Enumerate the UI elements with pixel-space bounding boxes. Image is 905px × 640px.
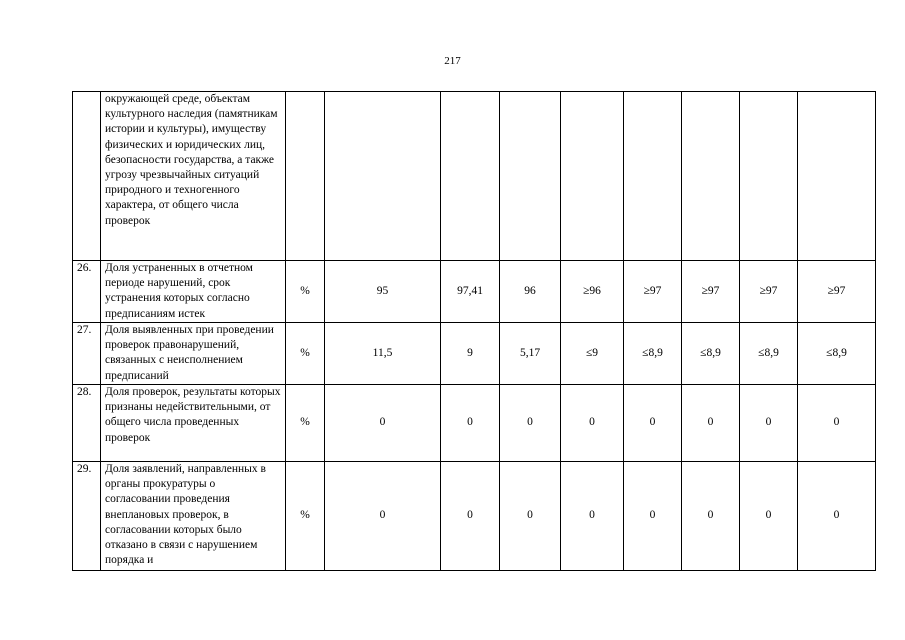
value-cell: ≤9 xyxy=(561,323,624,385)
table-row xyxy=(73,462,876,571)
value-cell xyxy=(500,92,561,261)
value-cell: 0 xyxy=(624,385,682,462)
value-cell: 0 xyxy=(325,462,441,571)
value-cell xyxy=(740,92,798,261)
value-cell: 0 xyxy=(561,462,624,571)
value-cell: ≤8,9 xyxy=(624,323,682,385)
unit-cell xyxy=(286,92,325,261)
row-number xyxy=(73,92,101,261)
value-cell: 0 xyxy=(682,462,740,571)
value-cell xyxy=(624,92,682,261)
value-cell: 0 xyxy=(441,462,500,571)
value-cell: 96 xyxy=(500,261,561,323)
value-cell xyxy=(682,92,740,261)
indicators-table xyxy=(72,91,876,571)
value-cell: ≤8,9 xyxy=(682,323,740,385)
value-cell: 9 xyxy=(441,323,500,385)
value-cell: 0 xyxy=(682,385,740,462)
value-cell: ≥97 xyxy=(798,261,876,323)
value-cell: 11,5 xyxy=(325,323,441,385)
row-number: 28. xyxy=(73,385,101,462)
unit-cell: % xyxy=(286,462,325,571)
table-row xyxy=(73,385,876,462)
unit-cell: % xyxy=(286,323,325,385)
value-cell: 0 xyxy=(500,385,561,462)
row-number: 29. xyxy=(73,462,101,571)
value-cell: ≤8,9 xyxy=(798,323,876,385)
value-cell xyxy=(325,92,441,261)
indicator-description: Доля заявлений, направленных в органы прокуратуры о согласовании проведения внеплановых проверок, в согласовании которых было отказано в связи с нарушением порядка и xyxy=(101,462,286,571)
value-cell xyxy=(798,92,876,261)
row-number: 26. xyxy=(73,261,101,323)
indicator-description: Доля устраненных в отчетном периоде нарушений, срок устранения которых согласно предписаниям истек xyxy=(101,261,286,323)
unit-cell: % xyxy=(286,385,325,462)
value-cell: ≤8,9 xyxy=(740,323,798,385)
value-cell: 0 xyxy=(740,385,798,462)
value-cell: 95 xyxy=(325,261,441,323)
table-row xyxy=(73,261,876,323)
value-cell: 5,17 xyxy=(500,323,561,385)
value-cell: ≥96 xyxy=(561,261,624,323)
page-number: 217 xyxy=(444,55,461,67)
table-row xyxy=(73,323,876,385)
value-cell: 0 xyxy=(500,462,561,571)
value-cell xyxy=(561,92,624,261)
value-cell: ≥97 xyxy=(624,261,682,323)
value-cell: ≥97 xyxy=(740,261,798,323)
value-cell: 0 xyxy=(740,462,798,571)
row-number: 27. xyxy=(73,323,101,385)
value-cell: 0 xyxy=(561,385,624,462)
indicator-description: Доля проверок, результаты которых признаны недействительными, от общего числа проведенных проверок xyxy=(101,385,286,462)
value-cell: 0 xyxy=(798,385,876,462)
table-row xyxy=(73,92,876,261)
indicator-description: окружающей среде, объектам культурного наследия (памятникам истории и культуры), имуществу физических и юридических лиц, безопасности государства, а также угрозу чрезвычайных ситуаций природного и техногенного характера, от общего числа проверок xyxy=(101,92,286,261)
value-cell: 0 xyxy=(624,462,682,571)
unit-cell: % xyxy=(286,261,325,323)
value-cell: ≥97 xyxy=(682,261,740,323)
indicator-description: Доля выявленных при проведении проверок правонарушений, связанных с неисполнением предписаний xyxy=(101,323,286,385)
value-cell: 97,41 xyxy=(441,261,500,323)
value-cell: 0 xyxy=(325,385,441,462)
value-cell xyxy=(441,92,500,261)
value-cell: 0 xyxy=(798,462,876,571)
value-cell: 0 xyxy=(441,385,500,462)
